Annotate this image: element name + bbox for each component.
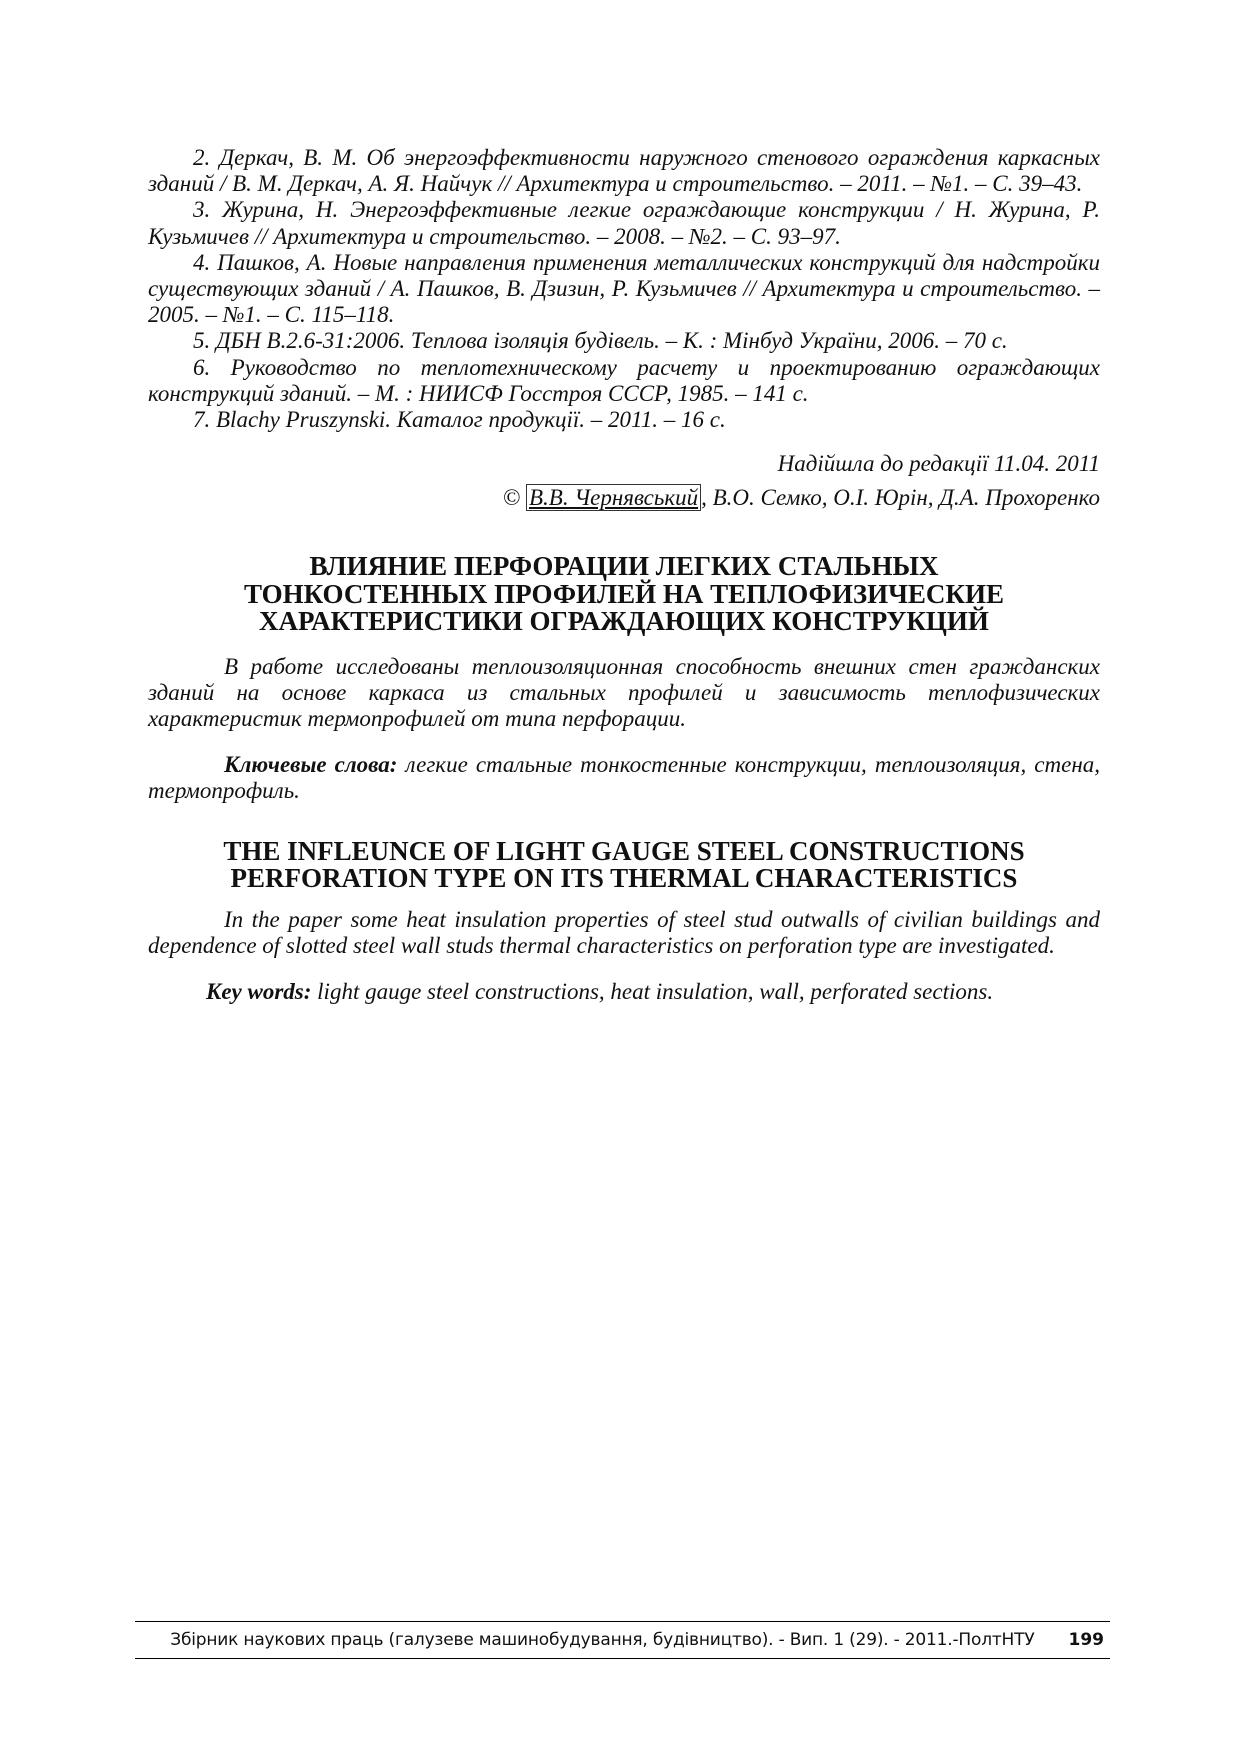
other-authors: , В.О. Семко, О.І. Юрін, Д.А. Прохоренко: [701, 485, 1100, 511]
reference-item: 3. Журина, Н. Энергоэффективные легкие ограждающие конструкции / Н. Журина, Р. Кузьмичев // Архитектура и строительство. – 2008. – №2. – С. 93–97.: [148, 197, 1100, 249]
ru-keywords-text: легкие стальные тонкостенные конструкции, теплоизоляция, стена, термопрофиль.: [148, 751, 1100, 803]
ru-title-line: ХАРАКТЕРИСТИКИ ОГРАЖДАЮЩИХ КОНСТРУКЦИЙ: [259, 606, 989, 637]
page-number: 199: [1068, 1630, 1104, 1650]
en-keywords-text: light gauge steel constructions, heat insulation, wall, perforated sections.: [311, 978, 994, 1004]
copyright-line: [148, 481, 1100, 515]
en-keywords: [148, 979, 1100, 1005]
copyright-symbol: ©: [502, 485, 521, 511]
en-title-line: THE INFLEUNCE OF LIGHT GAUGE STEEL CONSTRUCTIONS: [223, 835, 1025, 866]
received-date: Надійшла до редакції 11.04. 2011: [777, 451, 1100, 477]
ru-title-line: ТОНКОСТЕННЫХ ПРОФИЛЕЙ НА ТЕПЛОФИЗИЧЕСКИЕ: [244, 578, 1004, 609]
en-title-line: PERFORATION TYPE ON ITS THERMAL CHARACTERISTICS: [230, 863, 1018, 894]
reference-item: 7. Blachy Pruszynski. Каталог продукції. – 2011. – 16 с.: [193, 407, 726, 433]
ru-keywords-label: Ключевые слова:: [224, 751, 398, 777]
reference-item: 5. ДБН В.2.6-31:2006. Теплова ізоляція будівель. – К. : Мінбуд України, 2006. – 70 с.: [193, 328, 1008, 354]
ru-keywords: [148, 752, 1100, 804]
page-footer: [135, 1621, 1110, 1659]
en-title: [148, 835, 1100, 894]
ru-abstract: В работе исследованы теплоизоляционная способность внешних стен гражданских зданий на основе каркаса из стальных профилей и зависимость теплофизических характеристик термопрофилей от типа перфорации.: [148, 653, 1100, 731]
reference-item: 2. Деркач, В. М. Об энергоэффективности наружного стенового ограждения каркасных зданий / В. М. Деркач, А. Я. Найчук // Архитектура и строительство. – 2011. – №1. – С. 39–43.: [148, 145, 1100, 197]
en-abstract: In the paper some heat insulation properties of steel stud outwalls of civilian buildings and dependence of slotted steel wall studs thermal characteristics on perforation type are investigated.: [148, 906, 1100, 958]
reference-item: 4. Пашков, А. Новые направления применения металлических конструкций для надстройки существующих зданий / А. Пашков, В. Дзизин, Р. Кузьмичев // Архитектура и строительство. – 2005. – №1. – С. 115–118.: [148, 249, 1100, 328]
references-list: [148, 145, 1100, 433]
journal-citation: Збірник наукових праць (галузеве машинобудування, будівництво). - Вип. 1 (29). - 2011.-ПолтНТУ: [170, 1630, 1035, 1650]
first-author-link[interactable]: В.В. Чернявський: [526, 484, 701, 511]
reference-item: 6. Руководство по теплотехническому расчету и проектированию ограждающих конструкций зданий. – М. : НИИСФ Госстроя СССР, 1985. – 141 с.: [148, 354, 1100, 406]
ru-title-line: ВЛИЯНИЕ ПЕРФОРАЦИИ ЛЕГКИХ СТАЛЬНЫХ: [309, 551, 939, 582]
ru-title: [148, 553, 1100, 636]
en-keywords-label: Key words:: [206, 978, 312, 1004]
page-content: [148, 145, 1100, 1005]
